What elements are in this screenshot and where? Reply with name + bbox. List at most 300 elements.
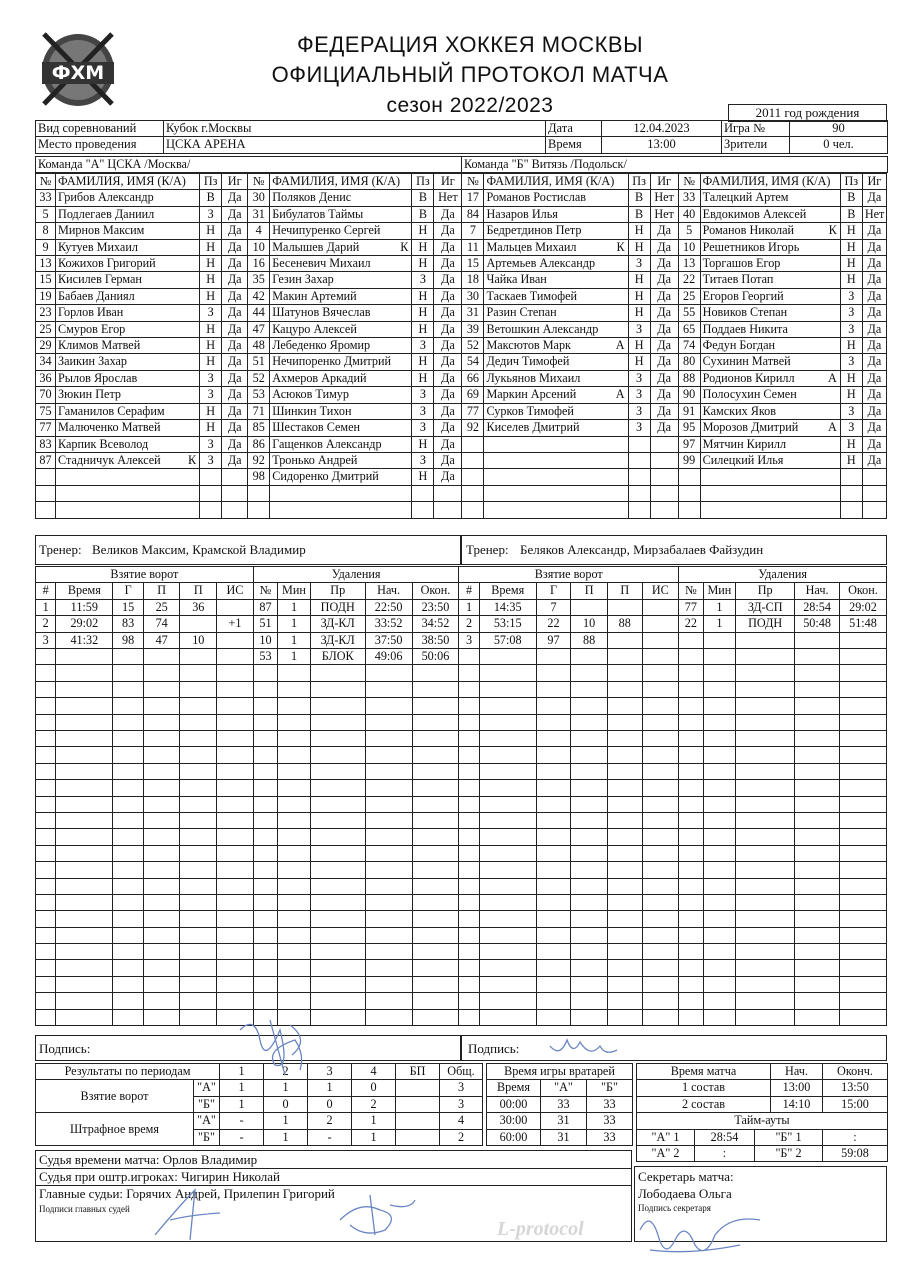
team-a-goal-cell [217, 960, 254, 976]
player-position: З [412, 403, 434, 419]
player-number: 91 [678, 403, 700, 419]
team-a-penalty-cell [310, 829, 365, 845]
player-name: Новиков Степан [702, 305, 788, 320]
player-position [628, 485, 650, 501]
player-number: 13 [678, 256, 700, 272]
b-pen-col-0: № [679, 583, 703, 599]
team-a-goal-cell [143, 862, 180, 878]
team-b-penalty-cell [703, 812, 736, 828]
team-a-signature-icon [230, 1010, 330, 1080]
team-a-goal-cell [113, 944, 144, 960]
team-title-row [35, 156, 888, 173]
team-b-penalty-cell [736, 894, 795, 910]
team-a-goal-cell [56, 960, 113, 976]
team-b-penalty-cell [703, 944, 736, 960]
team-b-penalty-cell [795, 632, 840, 648]
player-number: 25 [36, 321, 56, 337]
team-b-goal-cell [607, 993, 642, 1009]
team-b-goal-cell [642, 649, 679, 665]
team-a-goal-cell [180, 993, 217, 1009]
team-a-penalty-cell [310, 681, 365, 697]
player-played: Да [862, 256, 886, 272]
team-a-penalty-cell [278, 665, 311, 681]
player-played: Нет [862, 206, 886, 222]
team-a-penalty-cell [278, 862, 311, 878]
team-a-goal-cell [56, 976, 113, 992]
player-name-cell [700, 288, 840, 304]
team-b-penalty-cell [679, 698, 703, 714]
player-number [678, 502, 700, 518]
player-name-cell [270, 485, 412, 501]
team-a-penalty-cell [310, 845, 365, 861]
team-b-goal-cell [459, 1009, 479, 1025]
team-a-penalty-cell [253, 911, 277, 927]
team-a-penalty-cell [278, 960, 311, 976]
player-position: Н [840, 272, 862, 288]
a-goal-col-2: Г [113, 583, 144, 599]
team-b-goal-cell [642, 960, 679, 976]
pim-b-ot [396, 1129, 440, 1145]
player-position: Н [628, 305, 650, 321]
team-b-penalty-cell [703, 976, 736, 992]
team-b-penalty-cell [736, 845, 795, 861]
team-b-penalty-cell [736, 796, 795, 812]
team-b-goal-cell [642, 665, 679, 681]
player-played: Да [650, 370, 678, 386]
player-name-cell [270, 288, 412, 304]
team-b-goal-cell [571, 829, 608, 845]
lineup-1-end: 13:50 [823, 1080, 888, 1096]
team-a-penalty-cell [365, 894, 412, 910]
player-position [840, 469, 862, 485]
player-position: Н [412, 469, 434, 485]
player-name-cell [484, 338, 628, 354]
team-b-goal-cell [642, 911, 679, 927]
player-played: Да [650, 256, 678, 272]
team-b-goal-cell [607, 862, 642, 878]
player-position [628, 502, 650, 518]
event-row [36, 632, 887, 648]
team-a-goal-cell [56, 878, 113, 894]
player-name-cell [484, 206, 628, 222]
player-number: 16 [248, 256, 270, 272]
team-b-goal-cell [479, 845, 536, 861]
player-played: Да [222, 272, 248, 288]
team-a-goal-cell [143, 894, 180, 910]
team-b-penalty-cell [839, 681, 886, 697]
player-played: Да [862, 370, 886, 386]
team-a-coach-names: Великов Максим, Крамской Владимир [92, 542, 306, 557]
player-position: Н [840, 387, 862, 403]
player-position: З [412, 272, 434, 288]
team-b-coach-names: Беляков Александр, Мирзабалаев Файзудин [520, 542, 764, 557]
player-name-cell [484, 354, 628, 370]
player-name: Камских Яков [702, 403, 777, 418]
team-a-penalty-cell [365, 993, 412, 1009]
player-position: Н [628, 272, 650, 288]
team-b-goal-cell [536, 681, 571, 697]
player-name-cell [700, 469, 840, 485]
team-a-goal-cell [143, 1009, 180, 1025]
team-a-goal-cell [56, 862, 113, 878]
time-label: Время [546, 137, 602, 153]
player-position [840, 502, 862, 518]
player-played: Да [434, 338, 462, 354]
pim-team-a-label: "А" [194, 1113, 220, 1129]
team-a-goal-cell [113, 796, 144, 812]
period-col-4: 4 [352, 1064, 396, 1080]
player-played: Да [434, 403, 462, 419]
team-b-penalty-cell [703, 862, 736, 878]
team-b-penalty-cell [839, 993, 886, 1009]
player-name-cell [56, 288, 200, 304]
team-a-penalty-cell [412, 780, 459, 796]
player-name-cell [56, 403, 200, 419]
player-name: Грибов Александр [58, 190, 154, 205]
player-position: З [200, 206, 222, 222]
roster-header-play: Иг [650, 174, 678, 190]
player-position: З [628, 403, 650, 419]
b-goal-col-1: Время [479, 583, 536, 599]
event-row [36, 731, 887, 747]
player-number: 23 [36, 305, 56, 321]
team-a-penalty-cell [365, 698, 412, 714]
team-a-penalty-cell [310, 960, 365, 976]
team-b-goal-cell [479, 862, 536, 878]
a-pen-col-2: Пр [310, 583, 365, 599]
player-name-cell [700, 502, 840, 518]
player-played: Да [434, 305, 462, 321]
player-number: 30 [462, 288, 484, 304]
team-a-goal-cell [36, 747, 56, 763]
player-name-cell [484, 502, 628, 518]
player-number: 95 [678, 420, 700, 436]
goals-b-total: 3 [440, 1096, 483, 1113]
player-number: 92 [462, 420, 484, 436]
team-a-penalty-cell [278, 911, 311, 927]
team-a-goal-cell: 74 [143, 616, 180, 632]
player-number: 98 [248, 469, 270, 485]
team-b-goal-cell [642, 829, 679, 845]
player-role: А [828, 370, 837, 385]
team-a-goal-cell [36, 714, 56, 730]
event-row [36, 878, 887, 894]
player-number: 10 [248, 239, 270, 255]
team-b-penalty-cell [736, 780, 795, 796]
event-row [36, 747, 887, 763]
player-played: Да [222, 256, 248, 272]
team-b-goal-cell [607, 632, 642, 648]
player-number: 4 [248, 223, 270, 239]
team-a-penalty-cell [253, 780, 277, 796]
player-played: Да [222, 420, 248, 436]
team-a-goal-cell [36, 894, 56, 910]
player-name-cell [484, 239, 628, 255]
team-b-goal-cell [459, 927, 479, 943]
team-a-goal-cell [113, 960, 144, 976]
player-name-cell [700, 403, 840, 419]
player-number: 65 [678, 321, 700, 337]
team-a-title: Команда "А" ЦСКА /Москва/ [36, 157, 462, 173]
player-played [862, 502, 886, 518]
a-goal-col-0: # [36, 583, 56, 599]
player-position [628, 452, 650, 468]
player-number: 25 [678, 288, 700, 304]
team-a-penalty-cell [412, 862, 459, 878]
team-b-goal-cell [479, 649, 536, 665]
b-goal-col-5: ИС [642, 583, 679, 599]
rosters-table [35, 173, 887, 519]
team-b-goal-cell [459, 976, 479, 992]
player-name: Силецкий Илья [702, 452, 784, 467]
team-b-penalty-cell [839, 927, 886, 943]
player-position: В [412, 190, 434, 206]
timeout-b1-label: "Б" 1 [755, 1129, 823, 1145]
player-name: Мирнов Максим [58, 223, 145, 238]
team-b-goal-cell: 57:08 [479, 632, 536, 648]
player-name: Климов Матвей [58, 338, 141, 353]
team-b-penalty-cell [736, 731, 795, 747]
team-b-goal-cell [571, 763, 608, 779]
event-row [36, 1009, 887, 1025]
team-a-goal-cell [180, 763, 217, 779]
team-a-penalty-cell [412, 665, 459, 681]
roster-row [36, 321, 887, 337]
team-b-penalty-cell: 29:02 [839, 599, 886, 615]
team-a-signature-label: Подпись: [39, 1041, 91, 1056]
player-played: Да [650, 387, 678, 403]
event-row [36, 714, 887, 730]
team-a-goal-cell [36, 993, 56, 1009]
team-a-penalty-cell [278, 714, 311, 730]
team-b-penalty-cell [795, 878, 840, 894]
team-b-goal-cell [571, 747, 608, 763]
team-a-goal-cell [113, 862, 144, 878]
team-b-goal-cell [459, 878, 479, 894]
team-a-goal-cell [113, 731, 144, 747]
team-a-goal-cell [180, 862, 217, 878]
team-b-penalty-cell [795, 1009, 840, 1025]
team-a-penalty-cell: БЛОК [310, 649, 365, 665]
team-a-penalty-cell [278, 681, 311, 697]
player-number [678, 469, 700, 485]
team-b-goal-cell [607, 665, 642, 681]
team-b-goal-cell: 88 [571, 632, 608, 648]
team-a-penalty-cell [253, 976, 277, 992]
team-a-goal-cell [36, 976, 56, 992]
roster-header-name: ФАМИЛИЯ, ИМЯ (К/А) [270, 174, 412, 190]
team-b-penalty-cell [795, 714, 840, 730]
team-b-goal-cell [479, 796, 536, 812]
player-played: Да [222, 288, 248, 304]
team-b-penalty-cell [679, 993, 703, 1009]
team-a-goal-cell [56, 681, 113, 697]
team-b-goal-cell [479, 878, 536, 894]
team-b-goal-cell [479, 812, 536, 828]
player-position [200, 502, 222, 518]
team-a-penalty-cell [253, 829, 277, 845]
player-position: Н [412, 223, 434, 239]
player-number [462, 436, 484, 452]
player-position [628, 436, 650, 452]
player-position: Н [840, 239, 862, 255]
b-goal-col-2: Г [536, 583, 571, 599]
player-number: 75 [36, 403, 56, 419]
event-row [36, 976, 887, 992]
team-a-goal-cell [36, 878, 56, 894]
team-b-penalty-cell [679, 763, 703, 779]
team-a-goal-cell [217, 763, 254, 779]
roster-row [36, 239, 887, 255]
team-a-penalty-cell [365, 927, 412, 943]
player-played: Нет [650, 206, 678, 222]
roster-row [36, 338, 887, 354]
player-number [248, 485, 270, 501]
player-name-cell [700, 305, 840, 321]
player-number: 88 [678, 370, 700, 386]
team-b-penalty-cell [679, 1009, 703, 1025]
team-b-penalty-cell [703, 780, 736, 796]
team-b-penalty-cell [736, 714, 795, 730]
team-a-goal-cell [56, 747, 113, 763]
team-a-goal-cell [56, 698, 113, 714]
player-name: Дедич Тимофей [486, 354, 570, 369]
player-played: Да [862, 223, 886, 239]
team-a-penalty-cell [310, 944, 365, 960]
player-name-cell [700, 354, 840, 370]
team-b-goal-cell [459, 698, 479, 714]
team-a-goal-cell [217, 927, 254, 943]
team-b-goal-cell: 2 [459, 616, 479, 632]
player-role: К [616, 239, 625, 254]
team-a-goal-cell: 1 [36, 599, 56, 615]
events-table [35, 566, 887, 1026]
team-a-penalty-cell [310, 698, 365, 714]
player-played: Да [650, 338, 678, 354]
team-b-penalty-cell [703, 1009, 736, 1025]
team-b-penalty-cell [839, 862, 886, 878]
b-pen-col-4: Окон. [839, 583, 886, 599]
team-b-goal-cell: 1 [459, 599, 479, 615]
team-b-goal-cell: 22 [536, 616, 571, 632]
player-number: 15 [462, 256, 484, 272]
roster-header-num: № [462, 174, 484, 190]
player-name-cell [56, 190, 200, 206]
player-position [200, 485, 222, 501]
player-played [650, 502, 678, 518]
team-a-penalty-cell: ЗД-КЛ [310, 616, 365, 632]
team-a-penalty-cell [278, 812, 311, 828]
team-b-penalty-cell [736, 1009, 795, 1025]
team-b-coach [461, 535, 887, 565]
player-name-cell [56, 370, 200, 386]
player-name: Сидоренко Дмитрий [272, 469, 379, 484]
player-number: 35 [248, 272, 270, 288]
team-a-penalty-cell [412, 714, 459, 730]
player-role: К [188, 452, 197, 467]
team-a-penalty-cell [412, 812, 459, 828]
team-b-penalty-cell [795, 681, 840, 697]
team-a-goal-cell [180, 649, 217, 665]
player-name-cell [270, 272, 412, 288]
team-b-goal-cell [536, 944, 571, 960]
team-a-goal-cell [143, 714, 180, 730]
player-position: Н [840, 256, 862, 272]
team-a-goal-cell [143, 796, 180, 812]
player-name-cell [56, 420, 200, 436]
player-played: Да [222, 223, 248, 239]
team-b-goal-cell [571, 649, 608, 665]
player-name: Кацуро Алексей [272, 321, 357, 336]
team-a-goal-cell [56, 812, 113, 828]
team-a-goal-cell [143, 812, 180, 828]
team-b-penalty-cell [703, 681, 736, 697]
team-a-penalty-cell [412, 796, 459, 812]
player-position [200, 469, 222, 485]
player-name: Романов Николай [702, 223, 795, 238]
team-b-goal-cell [642, 976, 679, 992]
team-a-penalty-cell [365, 911, 412, 927]
team-b-goal-cell [536, 796, 571, 812]
event-row [36, 993, 887, 1009]
team-b-penalty-cell [736, 878, 795, 894]
player-number: 42 [248, 288, 270, 304]
team-b-penalty-cell [679, 944, 703, 960]
match-time-title: Время матча [637, 1064, 771, 1080]
team-b-goal-cell [459, 731, 479, 747]
team-a-goal-cell [217, 796, 254, 812]
team-a-goal-cell [113, 665, 144, 681]
team-a-goal-cell [113, 976, 144, 992]
player-name: Ахмеров Аркадий [272, 370, 367, 385]
team-a-penalty-cell [253, 944, 277, 960]
team-a-penalty-cell: 87 [253, 599, 277, 615]
player-name: Бедретдинов Петр [486, 223, 582, 238]
player-played: Да [222, 305, 248, 321]
team-b-penalty-cell [736, 763, 795, 779]
secretary-signature-icon [630, 1205, 780, 1265]
player-name-cell [700, 190, 840, 206]
team-a-penalty-cell [365, 829, 412, 845]
player-name-cell [700, 420, 840, 436]
team-b-penalty-cell: 51:48 [839, 616, 886, 632]
team-b-penalty-cell [736, 993, 795, 1009]
roster-header-name: ФАМИЛИЯ, ИМЯ (К/А) [56, 174, 200, 190]
player-number [36, 485, 56, 501]
team-b-goal-cell [571, 698, 608, 714]
team-b-penalty-cell [795, 845, 840, 861]
player-position: Н [628, 239, 650, 255]
team-a-goal-cell [180, 698, 217, 714]
team-b-goal-cell [479, 714, 536, 730]
team-a-penalty-cell [365, 862, 412, 878]
player-name-cell [270, 403, 412, 419]
team-b-goal-cell [536, 894, 571, 910]
player-name: Федун Богдан [702, 338, 776, 353]
player-name: Чайка Иван [486, 272, 547, 287]
player-played: Да [434, 420, 462, 436]
player-number: 83 [36, 436, 56, 452]
match-info-table [35, 120, 888, 154]
team-a-goal-cell [180, 927, 217, 943]
team-b-goal-cell [607, 1009, 642, 1025]
team-b-penalty-cell [839, 976, 886, 992]
team-b-goal-cell [459, 960, 479, 976]
player-number: 85 [248, 420, 270, 436]
player-position: Н [200, 239, 222, 255]
player-name-cell [270, 502, 412, 518]
player-number: 9 [36, 239, 56, 255]
